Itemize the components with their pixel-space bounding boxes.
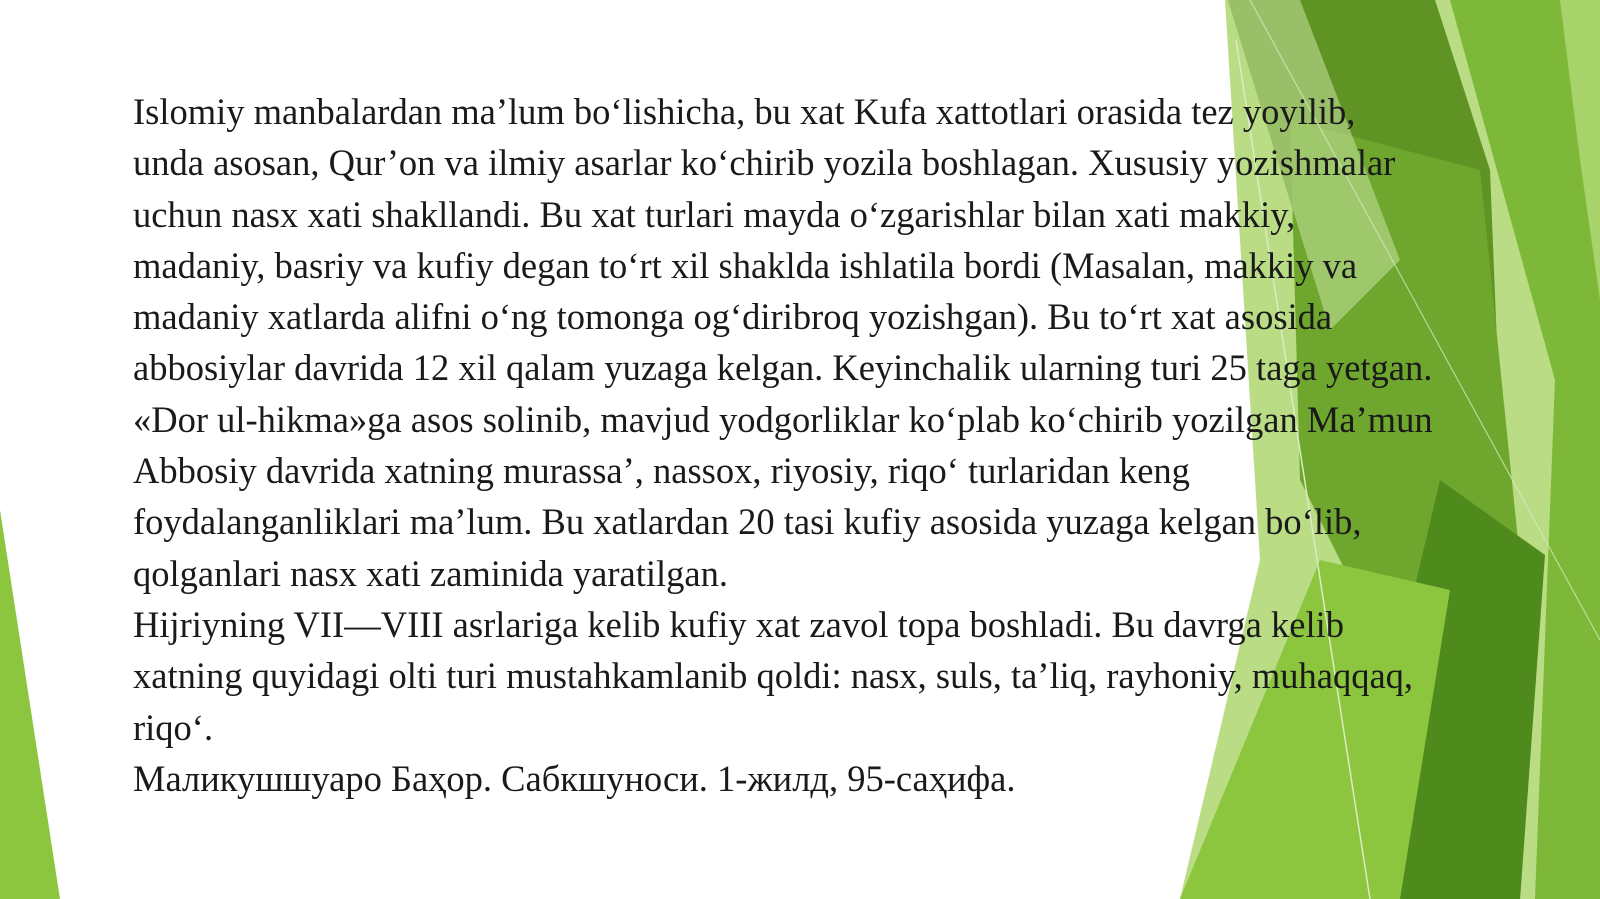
paragraph-history: Islomiy manbalardan ma’lum bo‘lishicha, bu xat Kufa xattotlari orasida tez yoyilib, unda asosan, Qur’on va ilmiy asarlar ko‘chirib yozila boshlagan. Xususiy yozishmalar uchun nasx xati shakllandi. Bu xat turlari mayda o‘zgarishlar bilan xati makkiy, madaniy, basriy va kufiy degan to‘rt xil shaklda ishlatila bordi (Masalan, makkiy va madaniy xatlarda alifni o‘ng tomonga og‘diribroq yozishgan). Bu to‘rt xat asosida abbosiylar davrida 12 xil qalam yuzaga kelgan. Keyinchalik ularning turi 25 taga yetgan. «Dor ul-hikma»ga asos solinib, mavjud yodgorliklar ko‘plab ko‘chirib yozilgan Ma’mun Abbosiy davrida xatning murassa’, nassox, riyosiy, riqo‘ turlaridan keng foydalanganliklari ma’lum. Bu xatlardan 20 tasi kufiy asosida yuzaga kelgan bo‘lib, qolganlari nasx xati zaminida yaratilgan. bbox=[133, 91, 1433, 594]
slide-body-text bbox=[133, 86, 1435, 804]
left-green-wedge bbox=[0, 510, 60, 899]
paragraph-citation: Маликушшуаро Баҳор. Сабкшуноси. 1-жилд, 95-саҳифа. bbox=[133, 757, 1016, 799]
paragraph-decline: Hijriyning VII—VIII asrlariga kelib kufiy xat zavol topa boshladi. Bu davrga kelib xatning quyidagi olti turi mustahkamlanib qoldi: nasx, suls, ta’liq, rayhoniy, muhaqqaq, riqo‘. bbox=[133, 603, 1414, 748]
